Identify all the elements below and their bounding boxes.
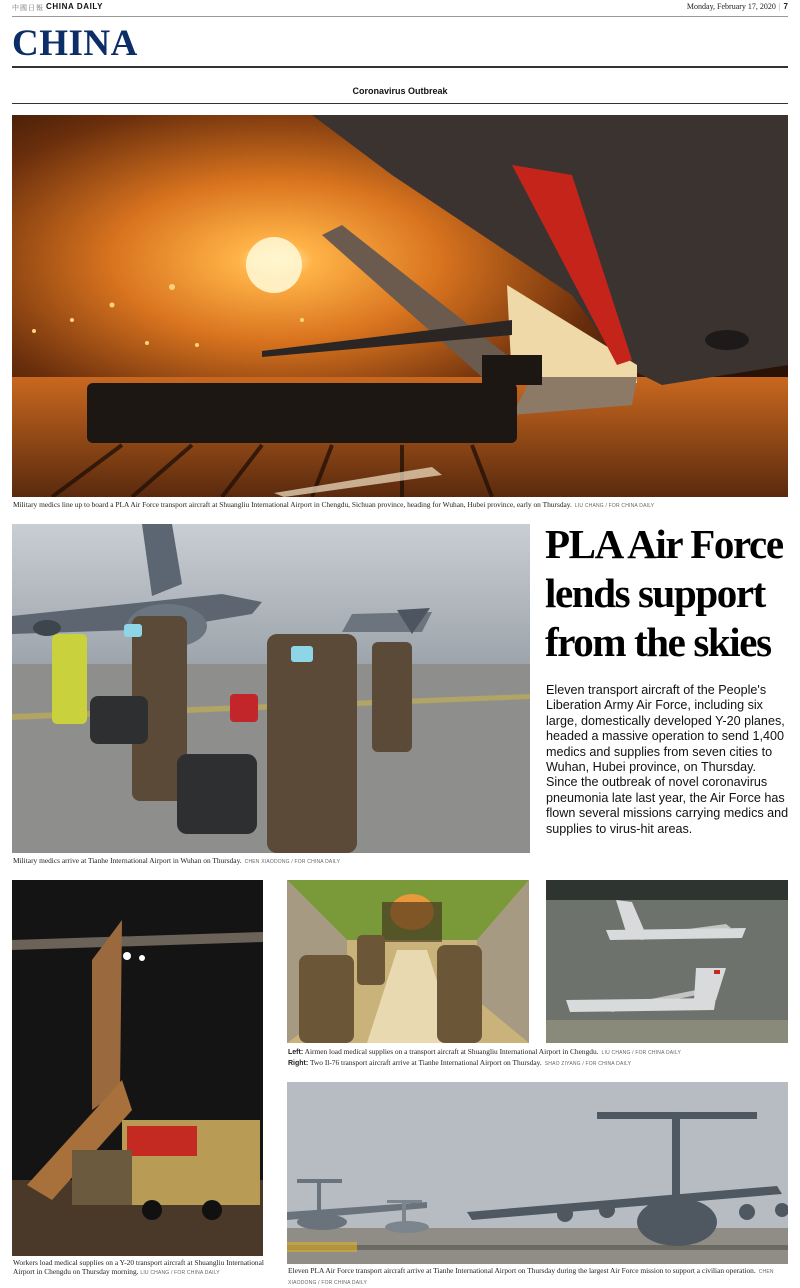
kicker: Coronavirus Outbreak	[352, 86, 448, 96]
photo3-credit: LIU CHANG / FOR CHINA DAILY	[140, 1270, 220, 1276]
date-separator: |	[778, 2, 781, 11]
dateline	[687, 2, 788, 11]
photo4-caption-text: Airmen load medical supplies on a transport aircraft at Shuangliu International Airport in Chengdu.	[304, 1047, 599, 1056]
photo2-caption	[13, 856, 531, 867]
photo3-caption	[13, 1258, 269, 1278]
headline-line-2: lends support	[545, 570, 765, 616]
photo6-caption-text: Eleven PLA Air Force transport aircraft arrive at Tianhe International Airport on Thursday during the largest Air Force mission to support a civilian operation.	[288, 1266, 756, 1275]
photo1-caption-text: Military medics line up to board a PLA Air Force transport aircraft at Shuangliu International Airport in Chengdu, Sichuan province, heading for Wuhan, Hubei province, early on Thursday.	[13, 500, 572, 509]
issue-date: Monday, February 17, 2020	[686, 2, 776, 11]
photo45-caption	[288, 1047, 788, 1069]
photo5-caption-line	[288, 1058, 788, 1069]
photo-y20-loading	[12, 880, 263, 1256]
photo1-caption	[13, 500, 789, 511]
photo2-credit: CHEN XIAODONG / FOR CHINA DAILY	[244, 859, 341, 865]
top-bar	[12, 0, 788, 16]
headline-line-1: PLA Air Force	[545, 521, 783, 567]
photo6-credit: CHEN XIAODONG / FOR CHINA DAILY	[288, 1269, 774, 1286]
section-rule	[12, 66, 788, 68]
section-title: CHINA	[12, 23, 138, 64]
photo-eleven-aircraft	[287, 1082, 788, 1264]
photo-il76-arrive	[546, 880, 788, 1043]
photo-night-boarding	[12, 115, 788, 497]
right-label: Right:	[288, 1060, 309, 1067]
photo1-credit: LIU CHANG / FOR CHINA DAILY	[574, 503, 655, 509]
photo4-credit: LIU CHANG / FOR CHINA DAILY	[601, 1050, 682, 1056]
photo2-caption-text: Military medics arrive at Tianhe International Airport in Wuhan on Thursday.	[13, 856, 242, 865]
photo-medics-arrive	[12, 524, 530, 853]
photo5-credit: SHAO ZIYANG / FOR CHINA DAILY	[544, 1061, 632, 1067]
headline-line-3: from the skies	[545, 619, 771, 665]
photo4-caption-line	[288, 1047, 788, 1058]
kicker-rule	[12, 103, 788, 104]
left-label: Left:	[288, 1049, 304, 1056]
headline	[545, 520, 790, 667]
photo6-caption	[288, 1266, 788, 1288]
photo-cargo-hold	[287, 880, 529, 1043]
photo5-caption-text: Two Il-76 transport aircraft arrive at Tianhe International Airport on Thursday.	[309, 1058, 542, 1067]
page-number: 7	[783, 2, 788, 11]
newspaper-logo: CHINA DAILY	[46, 2, 104, 11]
article-body: Eleven transport aircraft of the People's Liberation Army Air Force, including six large, domestically developed Y-20 planes, headed a massive operation to send 1,400 medics and supplies from seven cities to Wuhan, Hubei province, on Thursday. Since the outbreak of novel coronavirus pneumonia late last year, the Air Force has flown several missions carrying medics and supplies to virus-hit areas.	[546, 683, 789, 836]
newspaper-logo-chinese: 中國日報	[12, 4, 44, 12]
top-rule	[12, 16, 788, 17]
photo3-caption-text: Workers load medical supplies on a Y-20 transport aircraft at Shuangliu International Airport in Chengdu on Thursday morning.	[13, 1258, 264, 1276]
